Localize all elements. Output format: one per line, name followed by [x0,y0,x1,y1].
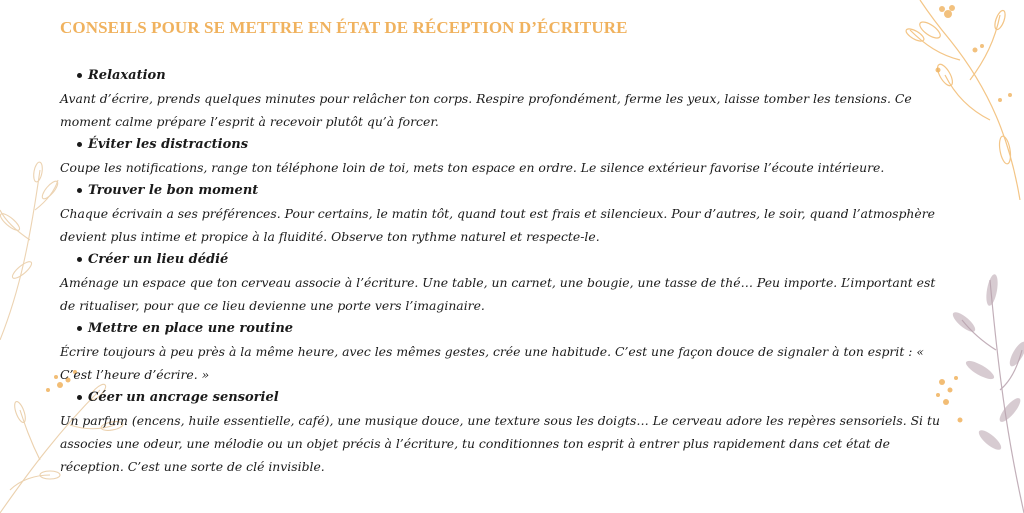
item-body: Chaque écrivain a ses préférences. Pour certains, le matin tôt, quand tout est frais et silencieux. Pour d’autres, le soir, quand l’atmosphère devient plus intime et propice à la fluidité. Observe ton rythme naturel et respecte-le. [60,206,935,244]
floral-branch-left [0,150,60,340]
item-body: Aménage un espace que ton cerveau associe à l’écriture. Une table, un carnet, une bougie, une tasse de thé… Peu importe. L’important est de ritualiser, pour que ce lieu devienne une porte vers l’imaginaire. [60,275,936,313]
item-body: Coupe les notifications, range ton téléphone loin de toi, mets ton espace en ordre. Le silence extérieur favorise l’écoute intérieure. [60,160,885,175]
item-title: Céer un ancrage sensoriel [60,386,940,409]
list-item [60,179,940,248]
item-title: Créer un lieu dédié [60,248,940,271]
item-title: Mettre en place une routine [60,317,940,340]
list-item [60,386,940,478]
list-item [60,248,940,317]
list-item [60,64,940,133]
item-title: Relaxation [60,64,940,87]
item-body: Un parfum (encens, huile essentielle, café), une musique douce, une texture sous les doigts… Le cerveau adore les repères sensoriels. Si tu associes une odeur, une mélodie ou un objet précis à l’écriture, tu conditionnes ton esprit à entrer plus rapidement dans cet état de réception. C’est une sorte de clé invisible. [60,413,940,474]
advice-list [60,64,940,478]
list-item [60,317,940,386]
item-title: Trouver le bon moment [60,179,940,202]
page-title: CONSEILS POUR SE METTRE EN ÉTAT DE RÉCEPTION D’ÉCRITURE [60,18,628,37]
item-body: Avant d’écrire, prends quelques minutes pour relâcher ton corps. Respire profondément, ferme les yeux, laisse tomber les tensions. Ce moment calme prépare l’esprit à recevoir plutôt qu’à forcer. [60,91,912,129]
floral-branch-bottom-right [930,270,1024,513]
item-title: Éviter les distractions [60,133,940,156]
item-body: Écrire toujours à peu près à la même heure, avec les mêmes gestes, crée une habitude. C’est une façon douce de signaler à ton esprit : « C’est l’heure d’écrire. » [60,344,924,382]
list-item [60,133,940,179]
